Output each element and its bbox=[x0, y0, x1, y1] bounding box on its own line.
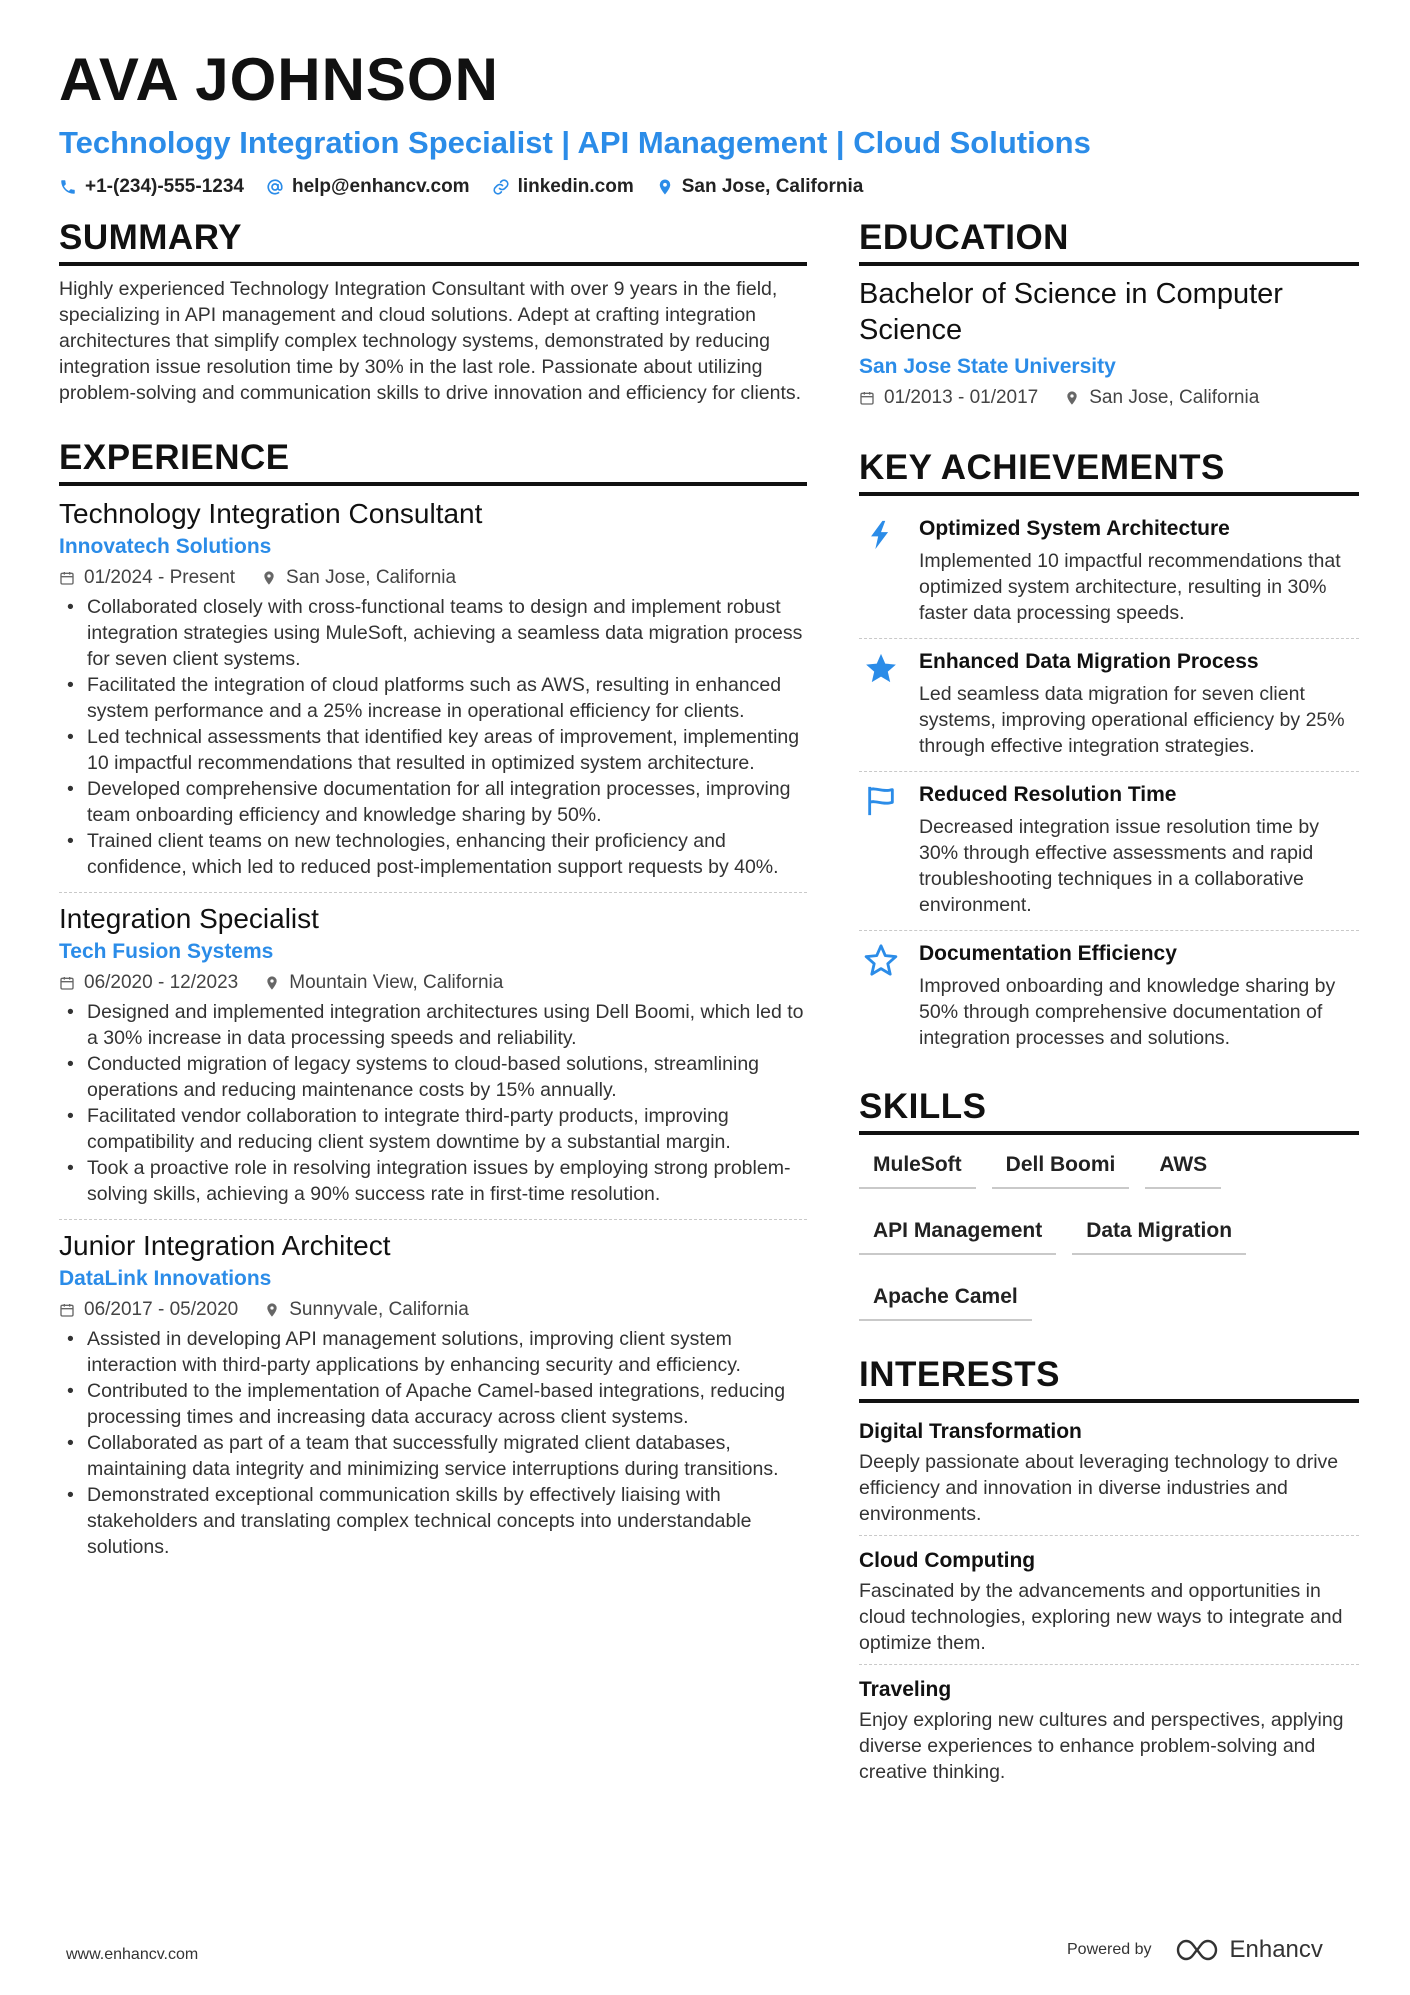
job-location bbox=[264, 1296, 469, 1324]
education-dates-text: 01/2013 - 01/2017 bbox=[884, 387, 1039, 408]
location-pin-icon bbox=[261, 570, 277, 586]
education-dates bbox=[859, 384, 1038, 412]
job-location-text: Sunnyvale, California bbox=[289, 1299, 469, 1320]
star-icon bbox=[864, 651, 898, 685]
location-pin-icon bbox=[1064, 390, 1080, 406]
achievements-section bbox=[859, 446, 1359, 1063]
bullet-item: • Demonstrated exceptional communication skills by effectively liaising with stakeholders and translating complex technical concepts into understandable solutions. bbox=[59, 1482, 807, 1560]
summary-text: Highly experienced Technology Integration Consultant with over 9 years in the field, specializing in API management and cloud solutions. Adept at crafting integration architectures that simplify complex technology systems, demonstrated by reducing integration issue resolution time by 30% in the last role. Passionate about utilizing problem-solving and communication skills to drive innovation and efficiency for clients. bbox=[59, 278, 802, 404]
bullet-item: • Facilitated the integration of cloud platforms such as AWS, resulting in enhanced system performance and a 25% increase in operational efficiency for clients. bbox=[59, 672, 807, 724]
phone-text: +1-(234)-555-1234 bbox=[85, 176, 244, 197]
candidate-name: AVA JOHNSON bbox=[59, 46, 499, 113]
achievement-title: Documentation Efficiency bbox=[919, 942, 1177, 965]
skill-tag: Dell Boomi bbox=[992, 1145, 1130, 1189]
education-location bbox=[1064, 384, 1259, 412]
achievement-title: Reduced Resolution Time bbox=[919, 783, 1177, 806]
job-location-text: Mountain View, California bbox=[289, 972, 504, 993]
achievement-item bbox=[859, 639, 1359, 772]
interests-section bbox=[859, 1353, 1359, 1793]
interest-title: Digital Transformation bbox=[859, 1420, 1082, 1443]
job-dates bbox=[59, 564, 235, 592]
achievement-icon-wrap bbox=[859, 939, 903, 1051]
bullet-item: • Took a proactive role in resolving integration issues by employing strong problem-solving skills, achieving a 90% success rate in first-time resolution. bbox=[59, 1155, 807, 1207]
contact-location bbox=[656, 176, 864, 198]
interest-title: Traveling bbox=[859, 1678, 952, 1701]
brand-logo[interactable] bbox=[1174, 1936, 1323, 1964]
right-column bbox=[859, 216, 1359, 1799]
skill-tag: Apache Camel bbox=[859, 1277, 1032, 1321]
achievement-item bbox=[859, 772, 1359, 931]
powered-by-label: Powered by bbox=[1067, 1941, 1152, 1958]
email-text: help@enhancv.com bbox=[291, 176, 470, 197]
contact-row bbox=[59, 176, 1359, 198]
job-bullets bbox=[59, 1326, 807, 1560]
education-section bbox=[859, 216, 1359, 412]
job-location bbox=[264, 969, 503, 997]
skill-tag: Data Migration bbox=[1072, 1211, 1246, 1255]
interest-item bbox=[859, 1671, 1359, 1793]
contact-phone[interactable] bbox=[59, 176, 244, 198]
experience-title: EXPERIENCE bbox=[59, 436, 807, 486]
link-icon bbox=[492, 178, 510, 196]
company-name: DataLink Innovations bbox=[59, 1267, 272, 1290]
achievements-title: KEY ACHIEVEMENTS bbox=[859, 446, 1359, 496]
job-meta bbox=[59, 1296, 807, 1324]
bullet-item: • Collaborated closely with cross-functional teams to design and implement robust integration strategies using MuleSoft, achieving a seamless data migration process for seven client systems. bbox=[59, 594, 807, 672]
job-location bbox=[261, 564, 456, 592]
skills-list bbox=[859, 1145, 1359, 1321]
experience-entry bbox=[59, 1228, 807, 1572]
school-name: San Jose State University bbox=[859, 355, 1116, 378]
achievement-icon-wrap bbox=[859, 780, 903, 918]
experience-entry bbox=[59, 496, 807, 893]
achievement-body bbox=[919, 647, 1359, 759]
phone-icon bbox=[59, 178, 77, 196]
job-bullets bbox=[59, 999, 807, 1207]
education-title: EDUCATION bbox=[859, 216, 1359, 266]
job-meta bbox=[59, 564, 807, 592]
bullet-item: • Designed and implemented integration architectures using Dell Boomi, which led to a 30% increase in data processing speeds and reliability. bbox=[59, 999, 807, 1051]
education-location-text: San Jose, California bbox=[1089, 387, 1260, 408]
location-text: San Jose, California bbox=[681, 176, 864, 197]
achievement-desc: Improved onboarding and knowledge sharing by 50% through comprehensive documentation of integration processes and solutions. bbox=[919, 975, 1336, 1049]
contact-linkedin[interactable] bbox=[492, 176, 634, 198]
job-meta bbox=[59, 969, 807, 997]
bullet-item: • Developed comprehensive documentation for all integration processes, improving team onboarding efficiency and knowledge sharing by 50%. bbox=[59, 776, 807, 828]
location-pin-icon bbox=[264, 1302, 280, 1318]
calendar-icon bbox=[859, 390, 875, 406]
skill-tag: AWS bbox=[1145, 1145, 1221, 1189]
experience-section bbox=[59, 436, 807, 1572]
linkedin-text: linkedin.com bbox=[517, 176, 634, 197]
bullet-item: • Conducted migration of legacy systems to cloud-based solutions, streamlining operations and reducing maintenance costs by 15% annually. bbox=[59, 1051, 807, 1103]
bullet-item: • Contributed to the implementation of Apache Camel-based integrations, reducing processing times and increasing data accuracy across client systems. bbox=[59, 1378, 807, 1430]
interest-item bbox=[859, 1413, 1359, 1536]
bullet-item: • Facilitated vendor collaboration to integrate third-party products, improving compatibility and reducing client system downtime by a substantial margin. bbox=[59, 1103, 807, 1155]
job-role: Integration Specialist bbox=[59, 903, 319, 934]
company-name: Tech Fusion Systems bbox=[59, 940, 274, 963]
interests-title: INTERESTS bbox=[859, 1353, 1359, 1403]
degree: Bachelor of Science in Computer Science bbox=[859, 278, 1283, 346]
bullet-item: • Trained client teams on new technologies, enhancing their proficiency and confidence, which led to reduced post-implementation support requests by 40%. bbox=[59, 828, 807, 880]
calendar-icon bbox=[59, 1302, 75, 1318]
job-dates-text: 06/2020 - 12/2023 bbox=[84, 972, 239, 993]
location-pin-icon bbox=[656, 178, 674, 196]
company-name: Innovatech Solutions bbox=[59, 535, 272, 558]
achievement-item bbox=[859, 506, 1359, 639]
achievement-item bbox=[859, 931, 1359, 1063]
job-role: Technology Integration Consultant bbox=[59, 498, 483, 529]
brand-name: Enhancv bbox=[1229, 1936, 1323, 1963]
footer-brand bbox=[1067, 1936, 1323, 1964]
footer-website[interactable]: www.enhancv.com bbox=[66, 1946, 199, 1963]
skill-tag: API Management bbox=[859, 1211, 1056, 1255]
calendar-icon bbox=[59, 975, 75, 991]
resume-header bbox=[59, 44, 1359, 198]
achievement-desc: Implemented 10 impactful recommendations that optimized system architecture, resulting in 30% faster data processing speeds. bbox=[919, 550, 1341, 624]
lightning-bolt-icon bbox=[864, 518, 898, 552]
skills-section bbox=[859, 1085, 1359, 1321]
achievement-icon-wrap bbox=[859, 647, 903, 759]
job-dates bbox=[59, 969, 238, 997]
job-role: Junior Integration Architect bbox=[59, 1230, 391, 1261]
bullet-item: • Assisted in developing API management solutions, improving client system interaction with third-party applications by enhancing security and efficiency. bbox=[59, 1326, 807, 1378]
job-location-text: San Jose, California bbox=[286, 567, 457, 588]
education-meta bbox=[859, 384, 1359, 412]
achievement-desc: Led seamless data migration for seven client systems, improving operational efficiency by 25% through effective integration strategies. bbox=[919, 683, 1345, 757]
job-bullets bbox=[59, 594, 807, 880]
interest-desc: Deeply passionate about leveraging technology to drive efficiency and innovation in diverse industries and environments. bbox=[859, 1451, 1339, 1525]
job-dates-text: 01/2024 - Present bbox=[84, 567, 236, 588]
star-outline-icon bbox=[864, 943, 898, 977]
job-dates bbox=[59, 1296, 238, 1324]
bullet-item: • Led technical assessments that identified key areas of improvement, implementing 10 impactful recommendations that resulted in optimized system architecture. bbox=[59, 724, 807, 776]
interest-desc: Fascinated by the advancements and opportunities in cloud technologies, exploring new ways to integrate and optimize them. bbox=[859, 1580, 1343, 1654]
skill-tag: MuleSoft bbox=[859, 1145, 976, 1189]
achievement-body bbox=[919, 514, 1359, 626]
bullet-item: • Collaborated as part of a team that successfully migrated client databases, maintaining data integrity and minimizing service interruptions during transitions. bbox=[59, 1430, 807, 1482]
job-dates-text: 06/2017 - 05/2020 bbox=[84, 1299, 239, 1320]
location-pin-icon bbox=[264, 975, 280, 991]
achievement-icon-wrap bbox=[859, 514, 903, 626]
skills-title: SKILLS bbox=[859, 1085, 1359, 1135]
summary-section bbox=[59, 216, 807, 406]
interest-item bbox=[859, 1542, 1359, 1665]
at-icon bbox=[266, 178, 284, 196]
interest-title: Cloud Computing bbox=[859, 1549, 1036, 1572]
achievement-title: Enhanced Data Migration Process bbox=[919, 650, 1259, 673]
enhancv-logo-icon bbox=[1174, 1937, 1220, 1963]
achievement-body bbox=[919, 939, 1359, 1051]
left-column bbox=[59, 216, 807, 1580]
interest-desc: Enjoy exploring new cultures and perspectives, applying diverse experiences to enhance problem-solving and creative thinking. bbox=[859, 1709, 1344, 1783]
headline: Technology Integration Specialist | API Management | Cloud Solutions bbox=[59, 125, 1091, 160]
contact-email[interactable] bbox=[266, 176, 470, 198]
experience-entry bbox=[59, 901, 807, 1220]
flag-icon bbox=[864, 784, 898, 818]
achievement-body bbox=[919, 780, 1359, 918]
achievement-title: Optimized System Architecture bbox=[919, 517, 1230, 540]
achievement-desc: Decreased integration issue resolution time by 30% through effective assessments and rapid troubleshooting techniques in a collaborative environment. bbox=[919, 816, 1319, 916]
calendar-icon bbox=[59, 570, 75, 586]
summary-title: SUMMARY bbox=[59, 216, 807, 266]
